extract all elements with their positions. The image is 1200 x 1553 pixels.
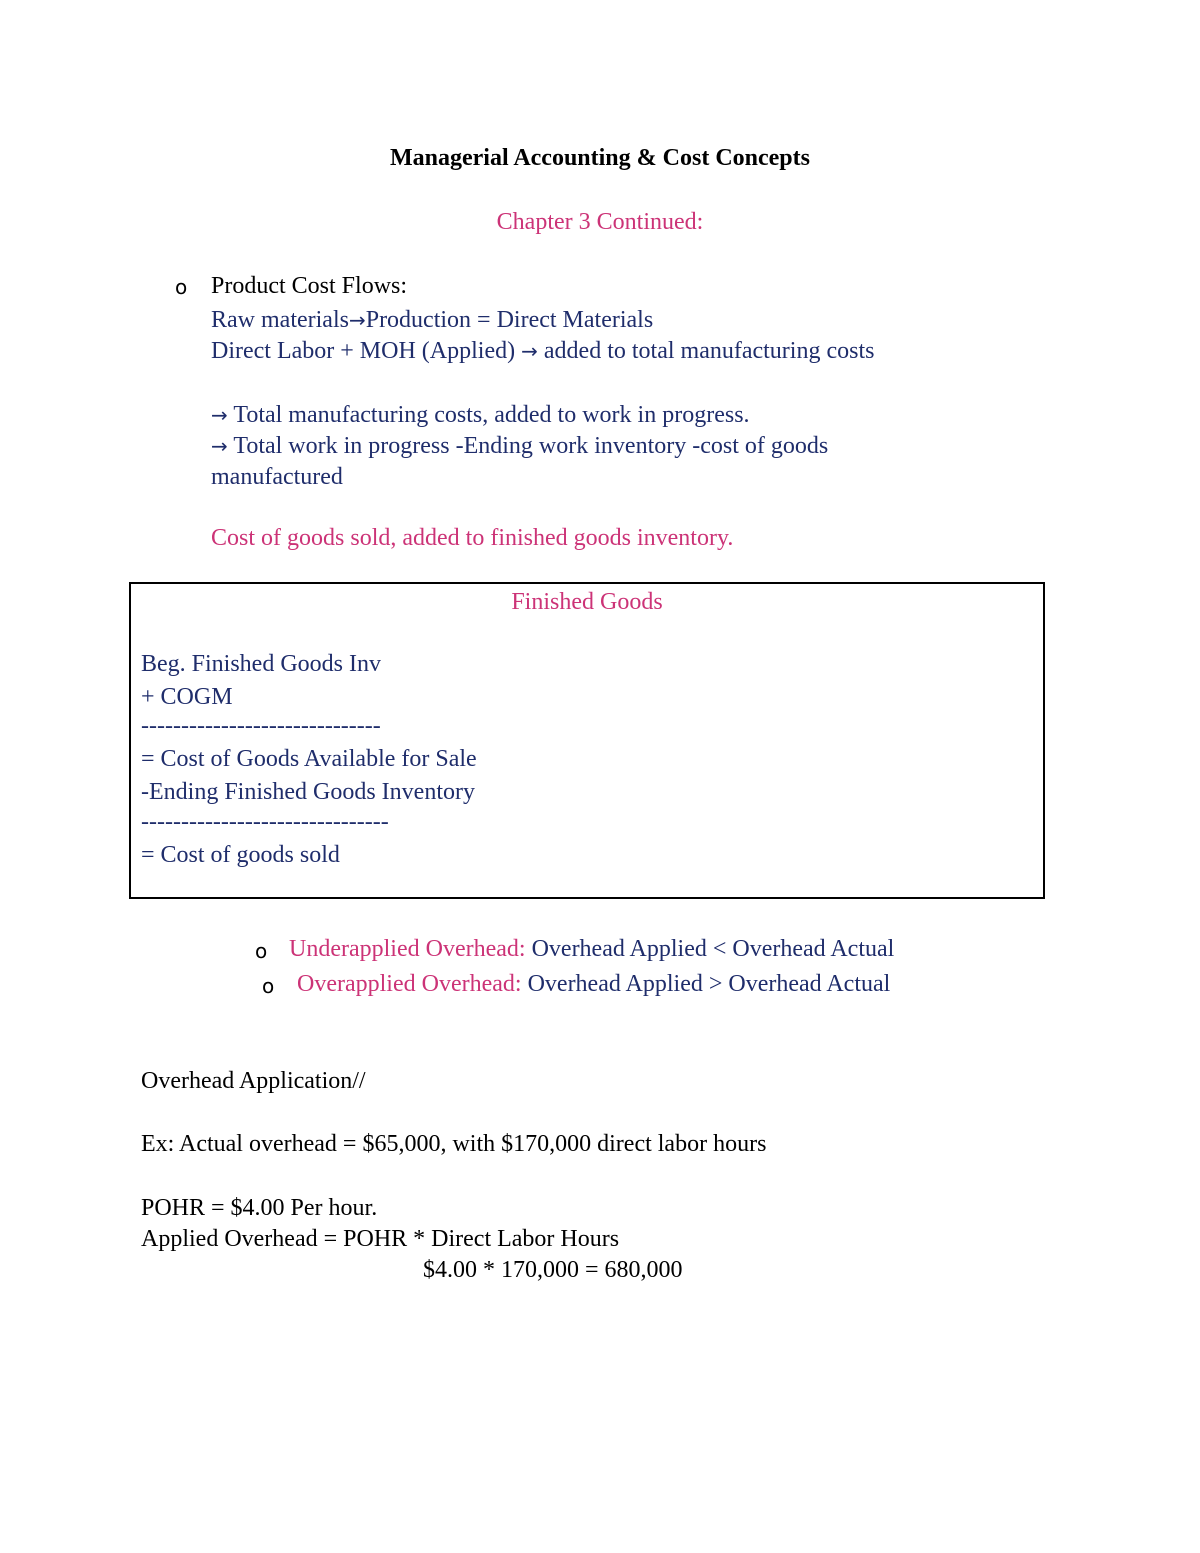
- arrow-icon: →: [211, 403, 228, 427]
- bullet-icon: o: [255, 939, 268, 963]
- fg-divider-2: -------------------------------: [141, 809, 389, 835]
- fg-line-cogs: = Cost of goods sold: [141, 842, 340, 868]
- flow-line2-b: added to total manufacturing costs: [537, 338, 875, 364]
- overapplied-term: Overapplied Overhead:: [297, 971, 522, 997]
- flow-line-manufactured: manufactured: [211, 464, 343, 490]
- flow-line1-b: Production = Direct Materials: [365, 307, 654, 333]
- arrow-icon: →: [348, 308, 366, 332]
- applied-calculation: $4.00 * 170,000 = 680,000: [423, 1257, 683, 1283]
- chapter-subtitle: Chapter 3 Continued:: [496, 209, 704, 235]
- underapplied-definition: Overhead Applied < Overhead Actual: [525, 936, 895, 962]
- overapplied-row: [297, 972, 890, 996]
- fg-line-available: = Cost of Goods Available for Sale: [141, 746, 477, 772]
- application-heading: Overhead Application//: [141, 1068, 366, 1094]
- flow-line2-a: Direct Labor + MOH (Applied): [211, 338, 522, 364]
- flow-line-total-manufacturing: [211, 403, 750, 427]
- flow-line1-a: Raw materials: [211, 307, 349, 333]
- fg-line-cogm: + COGM: [141, 684, 233, 710]
- finished-goods-title: Finished Goods: [511, 589, 663, 615]
- arrow-icon: →: [211, 434, 228, 458]
- underapplied-row: [289, 937, 894, 961]
- arrow-icon: →: [521, 339, 538, 363]
- pohr-line: POHR = $4.00 Per hour.: [141, 1195, 378, 1221]
- fg-line-ending: -Ending Finished Goods Inventory: [141, 779, 475, 805]
- underapplied-term: Underapplied Overhead:: [289, 936, 526, 962]
- bullet-icon: o: [262, 974, 275, 998]
- flow-line-raw-materials: [211, 308, 653, 332]
- application-example: Ex: Actual overhead = $65,000, with $170,000 direct labor hours: [141, 1131, 767, 1157]
- cogs-note: Cost of goods sold, added to finished goods inventory.: [211, 525, 734, 551]
- fg-divider-1: ------------------------------: [141, 713, 381, 739]
- overapplied-definition: Overhead Applied > Overhead Actual: [521, 971, 891, 997]
- page-title: Managerial Accounting & Cost Concepts: [390, 145, 810, 171]
- flow-line-work-in-progress: [211, 434, 828, 458]
- flow-line-direct-labor: [211, 339, 874, 363]
- bullet-icon: o: [175, 275, 188, 299]
- flow-line4: Total work in progress -Ending work inventory -cost of goods: [227, 433, 829, 459]
- flows-heading: Product Cost Flows:: [211, 273, 408, 299]
- applied-formula: Applied Overhead = POHR * Direct Labor Hours: [141, 1226, 620, 1252]
- flow-line3: Total manufacturing costs, added to work in progress.: [227, 402, 750, 428]
- fg-line-beginning: Beg. Finished Goods Inv: [141, 651, 381, 677]
